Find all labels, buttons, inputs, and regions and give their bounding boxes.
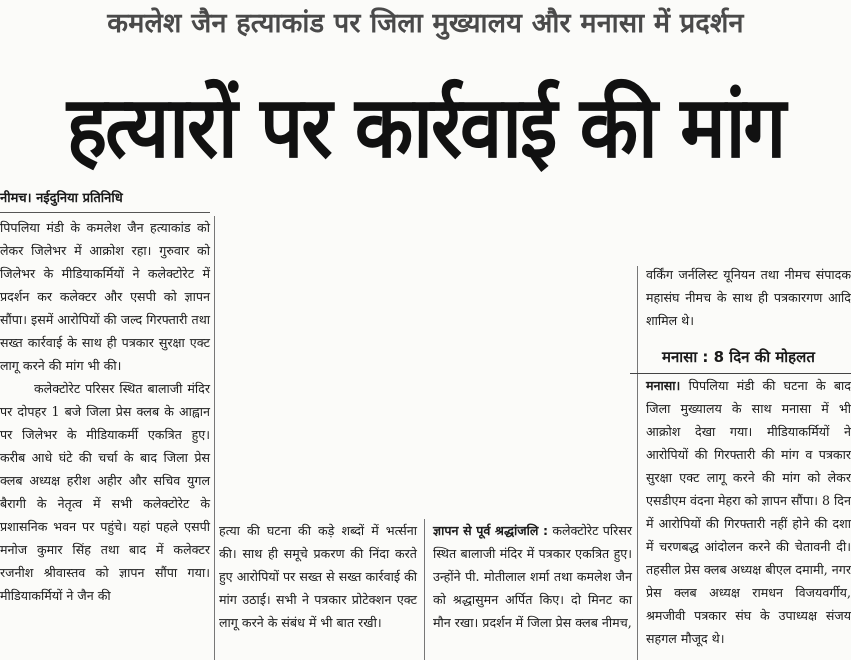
col4-lead: मनासा। <box>646 378 681 393</box>
column-divider-3 <box>637 266 638 660</box>
column-4-body <box>646 374 851 650</box>
column-2 <box>219 519 417 634</box>
column-1 <box>0 216 210 607</box>
column-divider-2 <box>424 519 425 660</box>
column-3 <box>433 519 632 634</box>
column-4-top <box>646 263 851 332</box>
kicker-headline: कमलेश जैन हत्याकांड पर जिला मुख्यालय और मनासा में प्रदर्शन <box>107 8 744 39</box>
col4-text: पिपलिया मंडी की घटना के बाद जिला मुख्यालय के साथ मनासा में भी आक्रोश देखा गया। मीडियाकर्मियों ने आरोपियों की गिरफ्तारी की मांग व पत्रकार सुरक्षा एक्ट लागू करने की मांग को लेकर एसडीएम वंदना मेहरा को ज्ञापन सौंपा। 8 दिन में आरोपियों की गिरफ्तारी नहीं होने की दशा में चरणबद्ध आंदोलन करने की चेतावनी दी। तहसील प्रेस क्लब अध्यक्ष बीएल दमामी, नगर प्रेस क्लब अध्यक्ष रामधन विजयवर्गीय, श्रमजीवी पत्रकार संघ के उपाध्यक्ष संजय सहगल मौजूद थे। <box>646 378 851 646</box>
col3-text: कलेक्टोरेट परिसर स्थित बालाजी मंदिर में पत्रकार एकत्रित हुए। उन्होंने पी. मोतीलाल शर्मा तथा कमलेश जैन को श्रद्धासुमन अर्पित किए। दो मिनट का मौन रखा। प्रदर्शन में जिला प्रेस क्लब नीमच, <box>433 523 633 630</box>
col3-lead: ज्ञापन से पूर्व श्रद्धांजलि : <box>433 523 549 538</box>
col1-paragraph-1: पिपलिया मंडी के कमलेश जैन हत्याकांड को लेकर जिलेभर में आक्रोश रहा। गुरुवार को जिलेभर के मीडियाकर्मियों ने कलेक्टोरेट में प्रदर्शन कर कलेक्टर और एसपी को ज्ञापन सौंपा। इसमें आरोपियों की जल्द गिरफ्तारी तथा सख्त कार्रवाई के साथ ही पत्रकार सुरक्षा एक्ट लागू करने की मांग भी की। <box>0 220 210 373</box>
subheading-manasa: मनासा : 8 दिन की मोहलत <box>662 348 815 366</box>
col1-paragraph-2: कलेक्टोरेट परिसर स्थित बालाजी मंदिर पर दोपहर 1 बजे जिला प्रेस क्लब के आह्वान पर जिलेभर के मीडियाकर्मी एकत्रित हुए। करीब आधे घंटे की चर्चा के बाद जिला प्रेस क्लब अध्यक्ष हरीश अहीर और सचिव युगल बैरागी के नेतृत्व में सभी कलेक्टोरेट के प्रशासनिक भवन पर पहुंचे। यहां पहले एसपी मनोज कुमार सिंह तथा बाद में कलेक्टर रजनीश श्रीवास्तव को ज्ञापन सौंपा गया। मीडियाकर्मियों ने जैन की <box>0 381 210 603</box>
col3-paragraph <box>433 519 632 634</box>
dateline: नीमच। नईदुनिया प्रतिनिधि <box>0 191 123 206</box>
dateline-rule <box>0 212 210 213</box>
main-headline: हत्यारों पर कार्रवाई की मांग <box>66 77 785 177</box>
col4-paragraph <box>646 374 851 650</box>
column-divider-1 <box>214 216 215 660</box>
col4-top-paragraph: वर्किंग जर्नलिस्ट यूनियन तथा नीमच संपादक महासंघ नीमच के साथ ही पत्रकारगण आदि शामिल थे। <box>646 267 851 328</box>
col2-paragraph: हत्या की घटना की कड़े शब्दों में भर्त्सना की। साथ ही समूचे प्रकरण की निंदा करते हुए आरोपियों पर सख्त से सख्त कार्रवाई की मांग उठाई। सभी ने पत्रकार प्रोटेक्शन एक्ट लागू करने के संबंध में भी बात रखी। <box>219 523 417 630</box>
